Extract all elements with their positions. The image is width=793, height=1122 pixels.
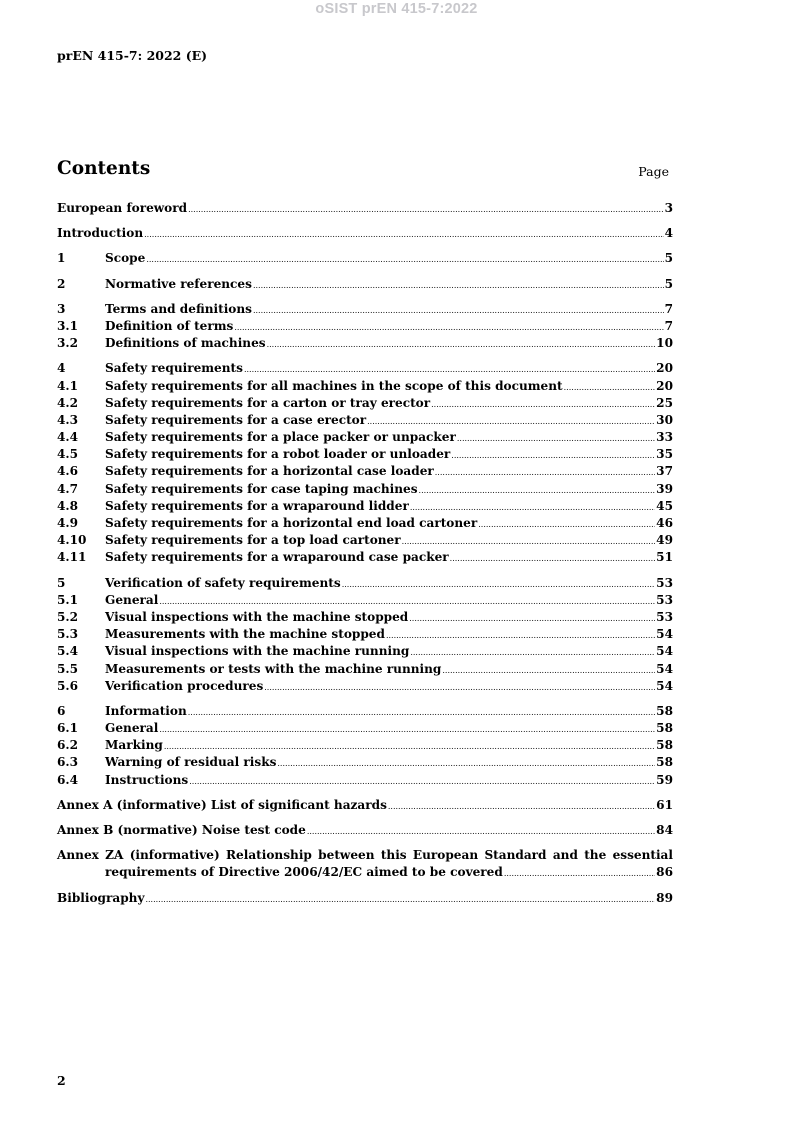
dot-leader bbox=[164, 742, 655, 751]
dot-leader bbox=[253, 281, 664, 290]
toc-entry-number: 6 bbox=[57, 703, 66, 718]
annex-za-word: Annex bbox=[57, 848, 99, 863]
dot-leader bbox=[478, 520, 655, 529]
dot-leader bbox=[145, 895, 655, 904]
annex-za-word: Relationship bbox=[226, 848, 312, 863]
dot-leader bbox=[450, 554, 655, 563]
toc-entry-page: 37 bbox=[656, 464, 673, 479]
toc-entry-title: Safety requirements for a case erector bbox=[105, 412, 367, 427]
toc-entry-title: Visual inspections with the machine running bbox=[105, 644, 410, 659]
dot-leader bbox=[410, 648, 655, 657]
toc-entry-title: Bibliography bbox=[57, 890, 145, 905]
toc-entry-number: 6.4 bbox=[57, 772, 79, 787]
toc-entry-number: 4.11 bbox=[57, 550, 87, 565]
dot-leader bbox=[342, 580, 655, 589]
toc-entry-title: Measurements with the machine stopped bbox=[105, 627, 385, 642]
toc-entry[interactable] bbox=[57, 644, 673, 661]
toc-entry-title: Instructions bbox=[105, 772, 189, 787]
toc-entry-page: 58 bbox=[656, 703, 673, 718]
dot-leader bbox=[564, 383, 656, 392]
toc-entry[interactable] bbox=[57, 251, 673, 268]
toc-entry-page: 30 bbox=[656, 412, 673, 427]
toc-entry-number: 3.2 bbox=[57, 336, 79, 351]
toc-entry[interactable] bbox=[57, 361, 673, 378]
toc-entry-title: General bbox=[105, 592, 159, 607]
toc-entry[interactable] bbox=[57, 302, 673, 319]
dot-leader bbox=[159, 725, 655, 734]
toc-entry[interactable] bbox=[57, 679, 673, 696]
dot-leader bbox=[431, 400, 655, 409]
annex-za-word: between bbox=[318, 848, 375, 863]
dot-leader bbox=[419, 486, 656, 495]
dot-leader bbox=[457, 434, 655, 443]
toc-entry-page: 4 bbox=[664, 226, 673, 241]
annex-za-word: and bbox=[552, 848, 578, 863]
toc-entry-number: 4.1 bbox=[57, 378, 79, 393]
toc-entry[interactable] bbox=[57, 721, 673, 738]
toc-entry-title: Safety requirements for a horizontal end load cartoner bbox=[105, 516, 478, 530]
toc-entry-title: Definition of terms bbox=[105, 318, 234, 333]
toc-entry-page: 5 bbox=[664, 251, 673, 266]
toc-entry[interactable] bbox=[57, 430, 673, 447]
toc-entry-page: 84 bbox=[656, 823, 673, 837]
toc-entry-page: 45 bbox=[656, 498, 673, 513]
toc-entry-number: 6.3 bbox=[57, 755, 79, 770]
toc-entry-title: Warning of residual risks bbox=[105, 755, 277, 770]
toc-entry-title: Scope bbox=[105, 251, 146, 266]
toc-entry-number: 4 bbox=[57, 361, 66, 376]
toc-entry-number: 5.2 bbox=[57, 609, 79, 624]
dot-leader bbox=[253, 306, 664, 315]
toc-entry-page: 10 bbox=[656, 336, 673, 351]
dot-leader bbox=[267, 340, 656, 349]
toc-entry[interactable] bbox=[57, 627, 673, 644]
toc-entry-page: 58 bbox=[656, 721, 673, 736]
toc-entry-number: 4.7 bbox=[57, 481, 79, 496]
toc-entry-page: 53 bbox=[656, 592, 673, 607]
page-column-label: Page bbox=[638, 164, 669, 179]
toc-entry-page: 53 bbox=[656, 609, 673, 624]
toc-entry-title: Verification of safety requirements bbox=[105, 575, 341, 590]
dot-leader bbox=[451, 451, 655, 460]
toc-entry-number: 5.1 bbox=[57, 592, 79, 607]
toc-entry-number: 4.10 bbox=[57, 533, 87, 548]
dot-leader bbox=[435, 468, 655, 477]
toc-entry-page: 39 bbox=[656, 481, 673, 496]
toc-entry-title: General bbox=[105, 721, 159, 736]
dot-leader bbox=[388, 802, 655, 811]
dot-leader bbox=[277, 759, 655, 768]
toc-entry-page: 5 bbox=[664, 276, 673, 291]
annex-za-word: (informative) bbox=[129, 848, 220, 863]
toc-entry[interactable] bbox=[57, 226, 673, 243]
toc-entry[interactable] bbox=[57, 464, 673, 481]
toc-entry[interactable] bbox=[57, 336, 673, 353]
toc-entry-page: 58 bbox=[656, 738, 673, 753]
dot-leader bbox=[307, 827, 655, 836]
toc-entry-number: 5.4 bbox=[57, 644, 79, 659]
toc-entry[interactable] bbox=[57, 201, 673, 218]
toc-entry-page: 33 bbox=[656, 430, 673, 445]
toc-entry-title: Safety requirements for a top load cartoner bbox=[105, 533, 401, 548]
toc-entry[interactable] bbox=[57, 396, 673, 413]
contents-heading: Contents bbox=[57, 158, 151, 179]
toc-entry[interactable] bbox=[57, 499, 673, 516]
toc-entry-number: 4.3 bbox=[57, 412, 79, 427]
dot-leader bbox=[244, 365, 655, 374]
toc-entry-page: 53 bbox=[656, 575, 673, 590]
toc-entry-number: 4.4 bbox=[57, 430, 79, 445]
toc-entry-title: Annex B (normative) Noise test code bbox=[57, 823, 306, 837]
toc-entry-title: Safety requirements for a carton or tray erector bbox=[105, 395, 431, 410]
toc-entry-title: European foreword bbox=[57, 201, 188, 215]
toc-entry[interactable] bbox=[57, 823, 673, 840]
toc-entry[interactable] bbox=[57, 593, 673, 610]
toc-entry-bibliography[interactable] bbox=[57, 891, 673, 908]
toc-entry-page: 54 bbox=[656, 661, 673, 676]
toc-entry-title: Safety requirements bbox=[105, 361, 243, 376]
document-id: prEN 415-7: 2022 (E) bbox=[57, 48, 208, 63]
dot-leader bbox=[402, 537, 656, 546]
toc-entry-title: Visual inspections with the machine stopped bbox=[105, 609, 409, 624]
toc-entry[interactable] bbox=[57, 755, 673, 772]
toc-entry[interactable] bbox=[57, 610, 673, 627]
toc-entry[interactable] bbox=[57, 773, 673, 790]
dot-leader bbox=[386, 631, 655, 640]
toc-entry-page: 35 bbox=[656, 447, 673, 462]
toc-entry-title: Safety requirements for all machines in the scope of this document bbox=[105, 378, 563, 393]
toc-entry-annex-za[interactable] bbox=[57, 848, 673, 882]
toc-entry[interactable] bbox=[57, 277, 673, 294]
dot-leader bbox=[159, 597, 655, 606]
toc-entry-page: 20 bbox=[656, 361, 673, 376]
toc-entry-number: 5.6 bbox=[57, 678, 79, 693]
dot-leader bbox=[504, 869, 655, 878]
toc-entry-page: 7 bbox=[664, 318, 673, 333]
toc-entry[interactable] bbox=[57, 738, 673, 755]
toc-entry-page: 59 bbox=[656, 772, 673, 787]
toc-entry-page: 58 bbox=[656, 755, 673, 770]
toc-entry-title: Safety requirements for case taping machines bbox=[105, 481, 418, 496]
toc-entry-number: 4.8 bbox=[57, 498, 79, 513]
toc-entry[interactable] bbox=[57, 662, 673, 679]
toc-entry[interactable] bbox=[57, 533, 673, 550]
toc-entry-title: Safety requirements for a place packer or unpacker bbox=[105, 430, 456, 445]
toc-entry-number: 5.5 bbox=[57, 661, 79, 676]
dot-leader bbox=[264, 683, 655, 692]
toc-entry-title: Definitions of machines bbox=[105, 336, 266, 351]
toc-entry-page: 89 bbox=[656, 890, 673, 905]
toc-entry[interactable] bbox=[57, 482, 673, 499]
watermark: oSIST prEN 415-7:2022 bbox=[315, 1, 478, 17]
toc-entry[interactable] bbox=[57, 516, 673, 533]
toc-entry[interactable] bbox=[57, 379, 673, 396]
table-of-contents bbox=[57, 201, 673, 908]
toc-entry-title: Annex A (informative) List of significant hazards bbox=[57, 797, 387, 812]
annex-za-word: this bbox=[380, 848, 407, 863]
toc-entry-number: 1 bbox=[57, 251, 66, 266]
toc-entry-page: 54 bbox=[656, 627, 673, 642]
toc-entry-title: Safety requirements for a robot loader or unloader bbox=[105, 447, 451, 462]
toc-entry-page: 20 bbox=[656, 378, 673, 393]
dot-leader bbox=[409, 614, 655, 623]
toc-entry-page: 54 bbox=[656, 678, 673, 693]
toc-entry-number: 4.6 bbox=[57, 464, 79, 479]
annex-za-word: the bbox=[584, 848, 607, 863]
toc-entry[interactable] bbox=[57, 704, 673, 721]
annex-za-word: Standard bbox=[484, 848, 547, 863]
dot-leader bbox=[188, 708, 655, 717]
toc-entry-page: 3 bbox=[664, 201, 673, 215]
annex-za-title-line bbox=[57, 848, 673, 865]
dot-leader bbox=[146, 255, 663, 264]
toc-entry[interactable] bbox=[57, 319, 673, 336]
toc-entry-page: 46 bbox=[656, 516, 673, 530]
annex-za-word: essential bbox=[612, 848, 673, 863]
toc-entry-title: Terms and definitions bbox=[105, 301, 252, 316]
toc-entry-title: Information bbox=[105, 703, 187, 718]
toc-entry-title: Normative references bbox=[105, 276, 252, 291]
annex-za-title-continued: requirements of Directive 2006/42/EC aimed to be covered bbox=[105, 865, 503, 880]
toc-entry-page: 54 bbox=[656, 644, 673, 659]
toc-entry-title: Safety requirements for a horizontal case loader bbox=[105, 464, 434, 479]
toc-entry-number: 6.1 bbox=[57, 721, 79, 736]
toc-entry-title: Safety requirements for a wraparound lidder bbox=[105, 498, 409, 513]
toc-entry-title: Marking bbox=[105, 738, 163, 753]
toc-entry[interactable] bbox=[57, 798, 673, 815]
dot-leader bbox=[367, 417, 655, 426]
toc-entry-number: 2 bbox=[57, 276, 66, 291]
annex-za-continuation-line bbox=[57, 865, 673, 882]
toc-entry-number: 3.1 bbox=[57, 318, 79, 333]
toc-entry-number: 4.2 bbox=[57, 395, 79, 410]
toc-entry[interactable] bbox=[57, 550, 673, 567]
toc-entry-page: 61 bbox=[656, 797, 673, 812]
dot-leader bbox=[410, 503, 655, 512]
toc-entry[interactable] bbox=[57, 413, 673, 430]
toc-entry-title: Introduction bbox=[57, 226, 144, 241]
toc-entry-page: 51 bbox=[656, 550, 673, 565]
toc-entry-title: Safety requirements for a wraparound case packer bbox=[105, 550, 449, 565]
dot-leader bbox=[234, 323, 663, 332]
toc-entry[interactable] bbox=[57, 576, 673, 593]
annex-za-word: European bbox=[412, 848, 479, 863]
toc-entry-number: 4.9 bbox=[57, 516, 79, 530]
toc-entry-title: Verification procedures bbox=[105, 678, 264, 693]
dot-leader bbox=[188, 205, 663, 214]
toc-entry-page: 7 bbox=[664, 301, 673, 316]
toc-entry-number: 6.2 bbox=[57, 738, 79, 753]
toc-entry-page: 86 bbox=[656, 865, 673, 880]
toc-entry-number: 5.3 bbox=[57, 627, 79, 642]
toc-entry-page: 25 bbox=[656, 395, 673, 410]
annex-za-word: ZA bbox=[105, 848, 124, 863]
dot-leader bbox=[189, 777, 655, 786]
toc-entry-number: 5 bbox=[57, 575, 66, 590]
toc-entry-number: 3 bbox=[57, 301, 66, 316]
dot-leader bbox=[144, 230, 663, 239]
dot-leader bbox=[442, 666, 655, 675]
toc-entry-page: 49 bbox=[656, 533, 673, 548]
page-number: 2 bbox=[57, 1073, 66, 1088]
toc-entry-title: Measurements or tests with the machine running bbox=[105, 661, 442, 676]
toc-entry-number: 4.5 bbox=[57, 447, 79, 462]
toc-entry[interactable] bbox=[57, 447, 673, 464]
